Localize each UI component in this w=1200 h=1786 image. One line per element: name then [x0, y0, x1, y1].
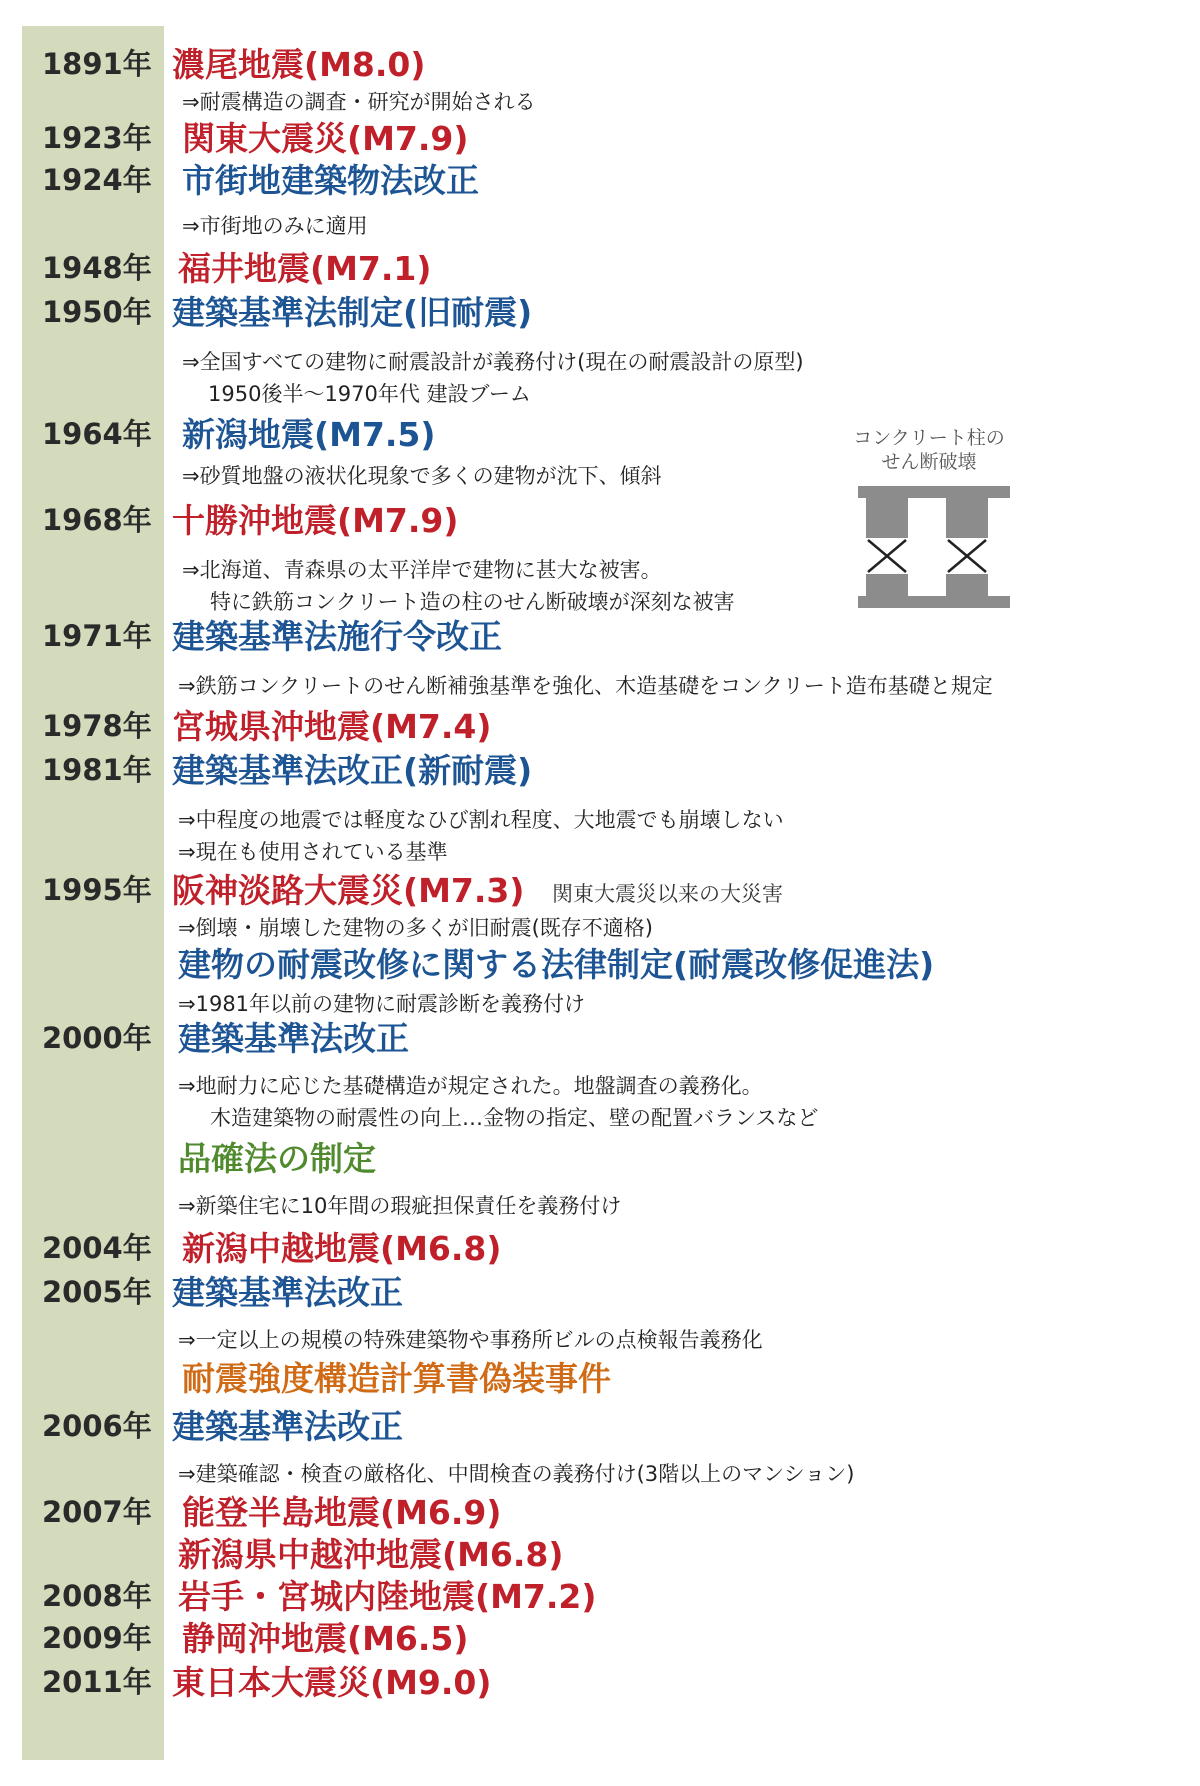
law-heading: 建築基準法改正: [178, 1019, 409, 1058]
event-note: ⇒現在も使用されている基準: [178, 840, 448, 864]
event-note: ⇒地耐力に応じた基礎構造が規定された。地盤調査の義務化。: [178, 1074, 763, 1098]
event-note: ⇒新築住宅に10年間の瑕疵担保責任を義務付け: [178, 1194, 622, 1218]
event-note: ⇒1981年以前の建物に耐震診断を義務付け: [178, 992, 586, 1016]
year-label: 1981年: [42, 753, 152, 787]
diagram-caption-line1: コンクリート柱の: [853, 427, 1005, 449]
year-label: 2000年: [42, 1021, 152, 1055]
event-note: ⇒全国すべての建物に耐震設計が義務付け(現在の耐震設計の原型): [182, 350, 804, 374]
year-label: 2005年: [42, 1275, 152, 1309]
event-note: ⇒一定以上の規模の特殊建築物や事務所ビルの点検報告義務化: [178, 1328, 763, 1352]
event-side-note: 関東大震災以来の大災害: [552, 882, 783, 906]
law-heading: 市街地建築物法改正: [182, 161, 479, 200]
year-label: 2008年: [42, 1579, 152, 1613]
column-shear-diagram: [838, 428, 1020, 614]
event-note: ⇒建築確認・検査の厳格化、中間検査の義務付け(3階以上のマンション): [178, 1462, 855, 1486]
event-note: ⇒市街地のみに適用: [182, 214, 368, 238]
event-note: ⇒北海道、青森県の太平洋岸で建物に甚大な被害。: [182, 558, 662, 582]
year-label: 1995年: [42, 873, 152, 907]
year-label: 1978年: [42, 709, 152, 743]
event-heading: 岩手・宮城内陸地震(M7.2): [178, 1577, 597, 1616]
event-note: ⇒耐震構造の調査・研究が開始される: [182, 90, 536, 114]
law-heading: 建築基準法改正(新耐震): [172, 751, 533, 790]
law-heading: 建築基準法改正: [172, 1273, 403, 1312]
event-heading: 濃尾地震(M8.0): [172, 45, 426, 84]
law-heading: 品確法の制定: [178, 1139, 376, 1178]
event-heading: 新潟中越地震(M6.8): [182, 1229, 502, 1268]
event-note: ⇒倒壊・崩壊した建物の多くが旧耐震(既存不適格): [178, 916, 653, 940]
diagram-caption-line2: せん断破壊: [881, 451, 977, 473]
year-label: 1968年: [42, 503, 152, 537]
event-note: 1950後半〜1970年代 建設ブーム: [208, 382, 531, 406]
event-heading: 宮城県沖地震(M7.4): [172, 707, 492, 746]
year-label: 2004年: [42, 1231, 152, 1265]
year-label: 2011年: [42, 1665, 152, 1699]
year-label: 2009年: [42, 1621, 152, 1655]
year-label: 1948年: [42, 251, 152, 285]
year-label: 1923年: [42, 121, 152, 155]
broken-column-icon: [858, 486, 1010, 608]
event-heading: 阪神淡路大震災(M7.3): [172, 871, 525, 910]
year-label: 2007年: [42, 1495, 152, 1529]
event-note: 特に鉄筋コンクリート造の柱のせん断破壊が深刻な被害: [210, 590, 735, 614]
year-label: 1891年: [42, 47, 152, 81]
event-heading: 静岡沖地震(M6.5): [182, 1619, 469, 1658]
law-heading: 建築基準法改正: [172, 1407, 403, 1446]
event-note: 木造建築物の耐震性の向上…金物の指定、壁の配置バランスなど: [210, 1106, 819, 1130]
event-note: ⇒中程度の地震では軽度なひび割れ程度、大地震でも崩壊しない: [178, 808, 784, 832]
event-note: ⇒鉄筋コンクリートのせん断補強基準を強化、木造基礎をコンクリート造布基礎と規定: [178, 674, 993, 698]
year-label: 1964年: [42, 417, 152, 451]
event-heading: 福井地震(M7.1): [178, 249, 432, 288]
event-heading: 東日本大震災(M9.0): [172, 1663, 492, 1702]
year-label: 2006年: [42, 1409, 152, 1443]
year-label: 1971年: [42, 619, 152, 653]
event-heading: 新潟県中越沖地震(M6.8): [178, 1535, 564, 1574]
event-heading: 能登半島地震(M6.9): [182, 1493, 502, 1532]
law-heading: 建築基準法施行令改正: [172, 617, 502, 656]
event-heading: 十勝沖地震(M7.9): [172, 501, 459, 540]
year-label: 1924年: [42, 163, 152, 197]
event-note: ⇒砂質地盤の液状化現象で多くの建物が沈下、傾斜: [182, 464, 662, 488]
incident-heading: 耐震強度構造計算書偽装事件: [182, 1359, 611, 1398]
event-heading: 関東大震災(M7.9): [182, 119, 469, 158]
law-heading: 建物の耐震改修に関する法律制定(耐震改修促進法): [178, 945, 935, 984]
law-heading: 建築基準法制定(旧耐震): [172, 293, 533, 332]
year-label: 1950年: [42, 295, 152, 329]
event-heading: 新潟地震(M7.5): [182, 415, 436, 454]
